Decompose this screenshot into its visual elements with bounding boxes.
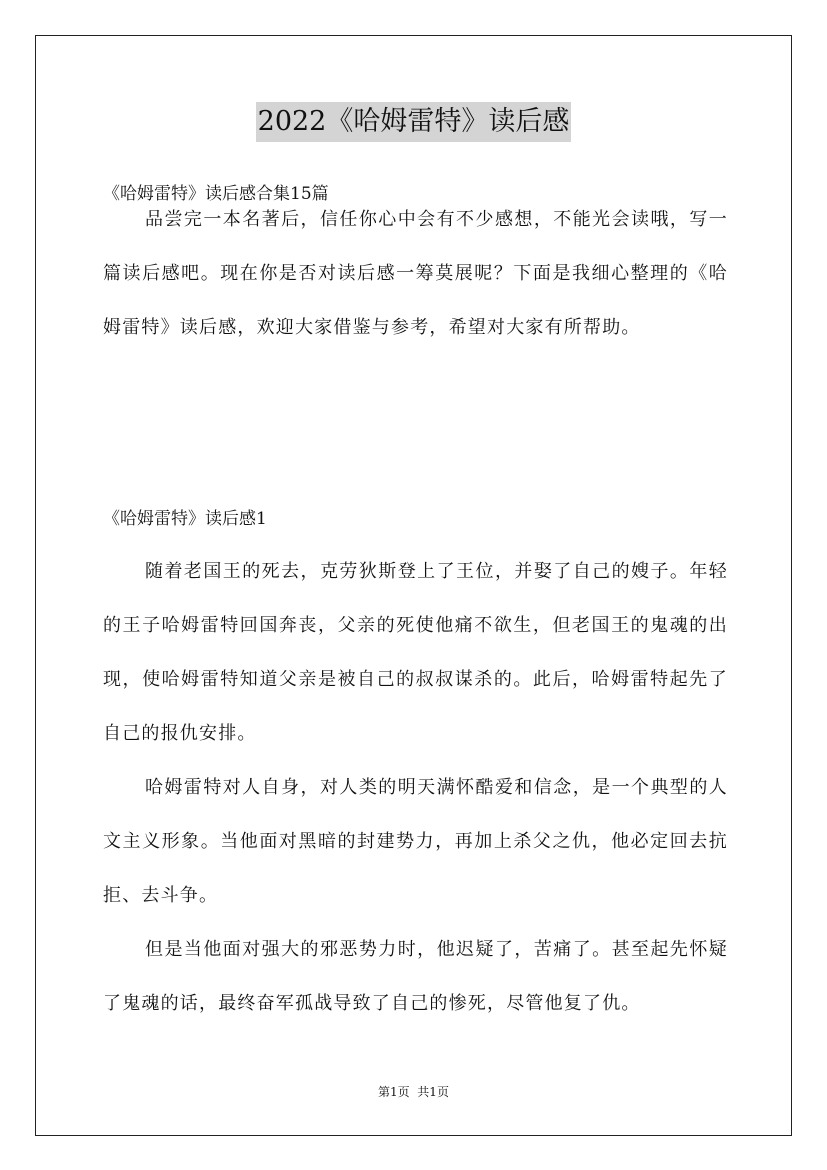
title-container [0, 102, 827, 142]
document-subtitle: 《哈姆雷特》读后感合集15篇 [103, 184, 329, 204]
intro-paragraph: 品尝完一本名著后，信任你心中会有不少感想，不能光会读哦，写一篇读后感吧。现在你是否对读后感一筹莫展呢？下面是我细心整理的《哈姆雷特》读后感，欢迎大家借鉴与参考，希望对大家有所帮助。 [103, 209, 728, 338]
document-title: 2022《哈姆雷特》读后感 [256, 102, 572, 142]
body-paragraph: 哈姆雷特对人自身，对人类的明天满怀酷爱和信念，是一个典型的人文主义形象。当他面对黑暗的封建势力，再加上杀父之仇，他必定回去抗拒、去斗争。 [103, 777, 728, 906]
body-paragraph: 随着老国王的死去，克劳狄斯登上了王位，并娶了自己的嫂子。年轻的王子哈姆雷特回国奔丧，父亲的死使他痛不欲生，但老国王的鬼魂的出现，使哈姆雷特知道父亲是被自己的叔叔谋杀的。此后，哈姆雷特起先了自己的报仇安排。 [103, 561, 728, 744]
page-footer: 第1页 共1页 [378, 1085, 449, 1099]
body-paragraph: 但是当他面对强大的邪恶势力时，他迟疑了，苦痛了。甚至起先怀疑了鬼魂的话，最终奋军孤战导致了自己的惨死，尽管他复了仇。 [103, 939, 728, 1014]
section-heading: 《哈姆雷特》读后感1 [103, 509, 267, 529]
